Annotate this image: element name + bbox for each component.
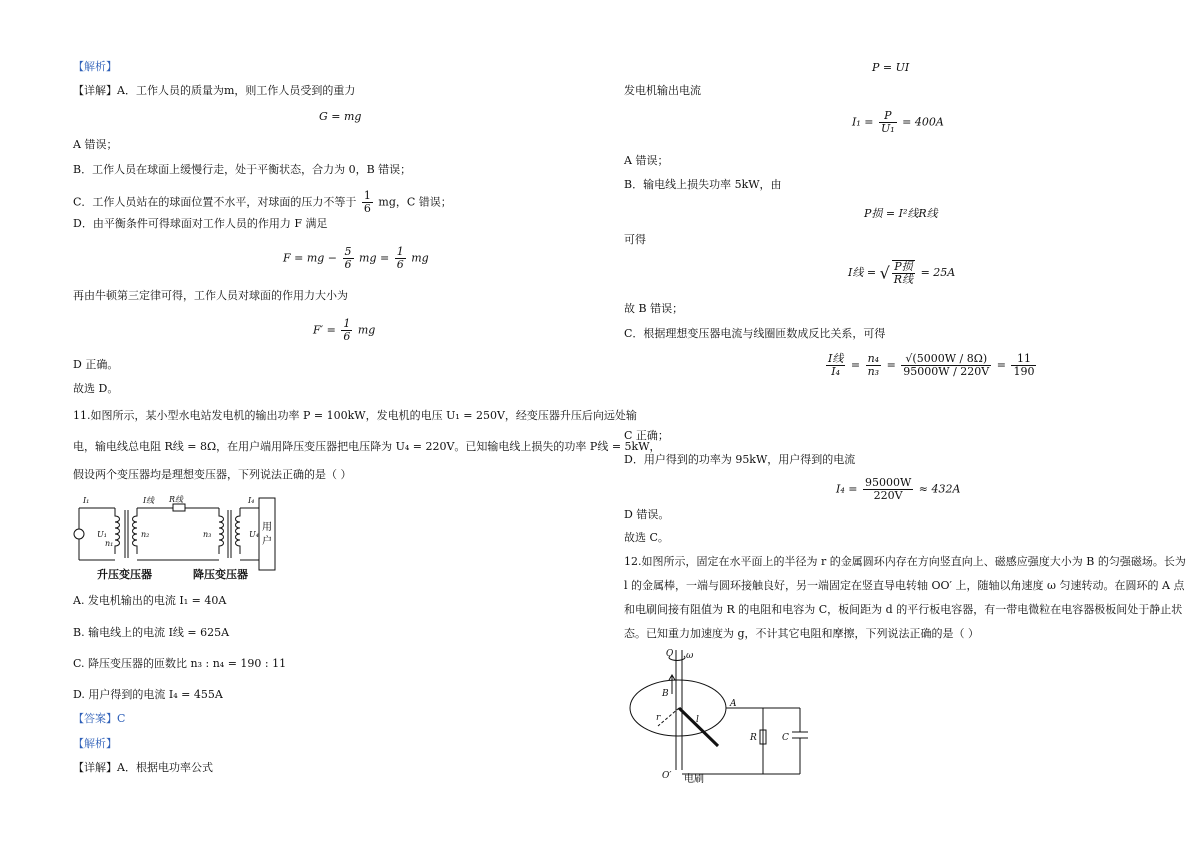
formula-part: ≈ 432A <box>918 482 961 496</box>
formula-part: I₄ = <box>836 482 858 496</box>
fraction: $\frac{\text{P损}}{\text{R线}}$ <box>893 260 914 286</box>
svg-text:n₂: n₂ <box>141 530 150 539</box>
text-line: 发电机输出电流 <box>624 84 701 97</box>
svg-text:C: C <box>782 733 789 743</box>
text-line: B．输电线上损失功率 5kW，由 <box>624 178 782 191</box>
svg-text:A: A <box>730 699 737 709</box>
svg-text:O: O <box>666 649 674 659</box>
fraction: $\frac{1}{6}$ <box>363 189 371 215</box>
formula-part: mg <box>411 251 429 265</box>
option-c: C. 降压变压器的匝数比 n₃ : n₄ = 190 : 11 <box>73 657 287 670</box>
formula-current <box>852 110 944 135</box>
svg-text:R线: R线 <box>169 495 184 504</box>
option-b: B. 输电线上的电流 I线 = 625A <box>73 626 230 639</box>
text-part: C．工作人员站在的球面位置不水平，对球面的压力不等于 <box>73 195 357 209</box>
text-line: C．根据理想变压器电流与线圈匝数成反比关系，可得 <box>624 327 886 340</box>
fraction: $\frac{√(5000W / 8\Omega)}{95000W / 220V}$ <box>903 352 990 378</box>
user-label: 户 <box>262 536 272 547</box>
question-12-line: 和电刷间接有阻值为 R 的电阻和电容为 C，板间距为 d 的平行板电容器，有一带电微粒在电容器极板间处于静止状 <box>624 603 1183 616</box>
text-line: 再由牛顿第三定律可得，工作人员对球面的作用力大小为 <box>73 289 348 302</box>
fraction: $\frac{11}{190}$ <box>1013 352 1035 378</box>
question-11-line: 11.如图所示，某小型水电站发电机的输出功率 P = 100kW，发电机的电压 U₁ = 250V，经变压器升压后向远处输 <box>73 409 637 422</box>
question-11-line: 电，输电线总电阻 R线 = 8Ω，在用户端用降压变压器把电压降为 U₄ = 220V。已知输电线上损失的功率 P线 = 5kW， <box>73 440 661 453</box>
option-a: A. 发电机输出的电流 I₁ = 40A <box>73 594 227 607</box>
text-line: 可得 <box>624 233 646 246</box>
formula-part: = 25A <box>920 266 956 279</box>
question-11-line: 假设两个变压器均是理想变压器，下列说法正确的是（ ） <box>73 468 352 481</box>
svg-text:I₄: I₄ <box>248 496 255 505</box>
formula-force <box>283 246 429 271</box>
svg-text:U₄: U₄ <box>249 530 259 539</box>
option-d: D. 用户得到的电流 I₄ = 455A <box>73 688 223 701</box>
text-part: mg，C 错误； <box>378 195 452 209</box>
question-12-line: l 的金属棒，一端与圆环接触良好，另一端固定在竖直导电转轴 OO′ 上，随轴以角速度 ω 匀速转动。在圆环的 A 点 <box>624 579 1185 592</box>
svg-text:ω: ω <box>686 651 694 661</box>
formula-part: I₁ = <box>852 115 874 129</box>
svg-text:n₁: n₁ <box>105 539 114 548</box>
text-line: D．由平衡条件可得球面对工作人员的作用力 F 满足 <box>73 217 328 230</box>
formula-part: F′ = <box>313 323 336 337</box>
svg-text:I₁: I₁ <box>83 496 90 505</box>
svg-text:n₃: n₃ <box>203 530 212 539</box>
answer-tag: 【答案】C <box>73 712 126 725</box>
formula-part: mg = <box>359 251 390 265</box>
fraction: $\frac{1}{6}$ <box>396 245 404 271</box>
fraction: $\frac{1}{6}$ <box>343 317 351 343</box>
brush-label: 电刷 <box>684 774 704 785</box>
fraction: $\frac{\text{I线}}{\text{I₄}}$ <box>828 352 844 378</box>
svg-text:U₁: U₁ <box>97 530 107 539</box>
step-up-caption: 升压变压器 <box>97 568 152 581</box>
user-label: 用 <box>262 522 272 533</box>
formula-gravity: G = mg <box>319 110 362 123</box>
fraction: $\frac{5}{6}$ <box>344 245 352 271</box>
fraction: $\frac{95000W}{220V}$ <box>864 476 912 502</box>
svg-text:r: r <box>656 713 661 723</box>
detail-line: 【详解】A．根据电功率公式 <box>73 761 213 774</box>
step-down-caption: 降压变压器 <box>193 568 248 581</box>
text-line: C 正确； <box>624 429 669 442</box>
formula-power: P = UI <box>872 61 910 74</box>
text-line: 故选 D。 <box>73 382 119 395</box>
formula-user-current <box>836 477 960 502</box>
svg-text:O′: O′ <box>662 771 672 781</box>
analysis-tag: 【解析】 <box>73 737 117 750</box>
formula-loss: P损 = I²线R线 <box>864 207 938 220</box>
fraction: $\frac{\text{n₄}}{\text{n₃}}$ <box>867 352 880 378</box>
formula-part: = 400A <box>902 115 944 129</box>
formula-reaction <box>313 318 375 343</box>
formula-line-current: I线 = √ $\frac{\text{P损}}{\text{R线}}$ = 25A <box>848 260 956 286</box>
formula-part: mg <box>357 323 376 337</box>
text-line: A 错误； <box>73 138 118 151</box>
question-12-line: 态。已知重力加速度为 g，不计其它电阻和摩擦，下列说法正确的是（ ） <box>624 627 980 640</box>
text-line: B．工作人员在球面上缓慢行走，处于平衡状态，合力为 0，B 错误； <box>73 163 412 176</box>
formula-part: F = mg − <box>283 251 338 265</box>
text-line: D 错误。 <box>624 508 670 521</box>
text-line: A 错误； <box>624 154 669 167</box>
svg-text:B: B <box>662 689 669 699</box>
text-line <box>73 190 452 215</box>
svg-text:I线: I线 <box>143 496 155 505</box>
text-line: D．用户得到的功率为 95kW，用户得到的电流 <box>624 453 856 466</box>
fraction: $\frac{P}{\text{U₁}}$ <box>880 109 895 135</box>
formula-ratio: $\frac{\text{I线}}{\text{I₄}}$ = $\frac{\text{n₄}}{\text{n₃}}$ = $\frac{√(5000W / 8\Omega)}{95000W / 220V}$ = $\frac{11}{190}$ <box>828 352 1035 378</box>
text-line: 故 B 错误； <box>624 302 684 315</box>
analysis-tag: 【解析】 <box>73 60 117 73</box>
formula-part: = <box>996 358 1006 372</box>
text-line: 故选 C。 <box>624 531 669 544</box>
text-line: D 正确。 <box>73 358 119 371</box>
svg-text:R: R <box>750 733 757 743</box>
detail-line: 【详解】A．工作人员的质量为m，则工作人员受到的重力 <box>73 84 356 97</box>
svg-text:l: l <box>696 715 699 725</box>
ring-rod-diagram <box>628 646 824 786</box>
question-12-line: 12.如图所示，固定在水平面上的半径为 r 的金属圆环内存在方向竖直向上、磁感应强度大小为 B 的匀强磁场。长为 <box>624 555 1186 568</box>
